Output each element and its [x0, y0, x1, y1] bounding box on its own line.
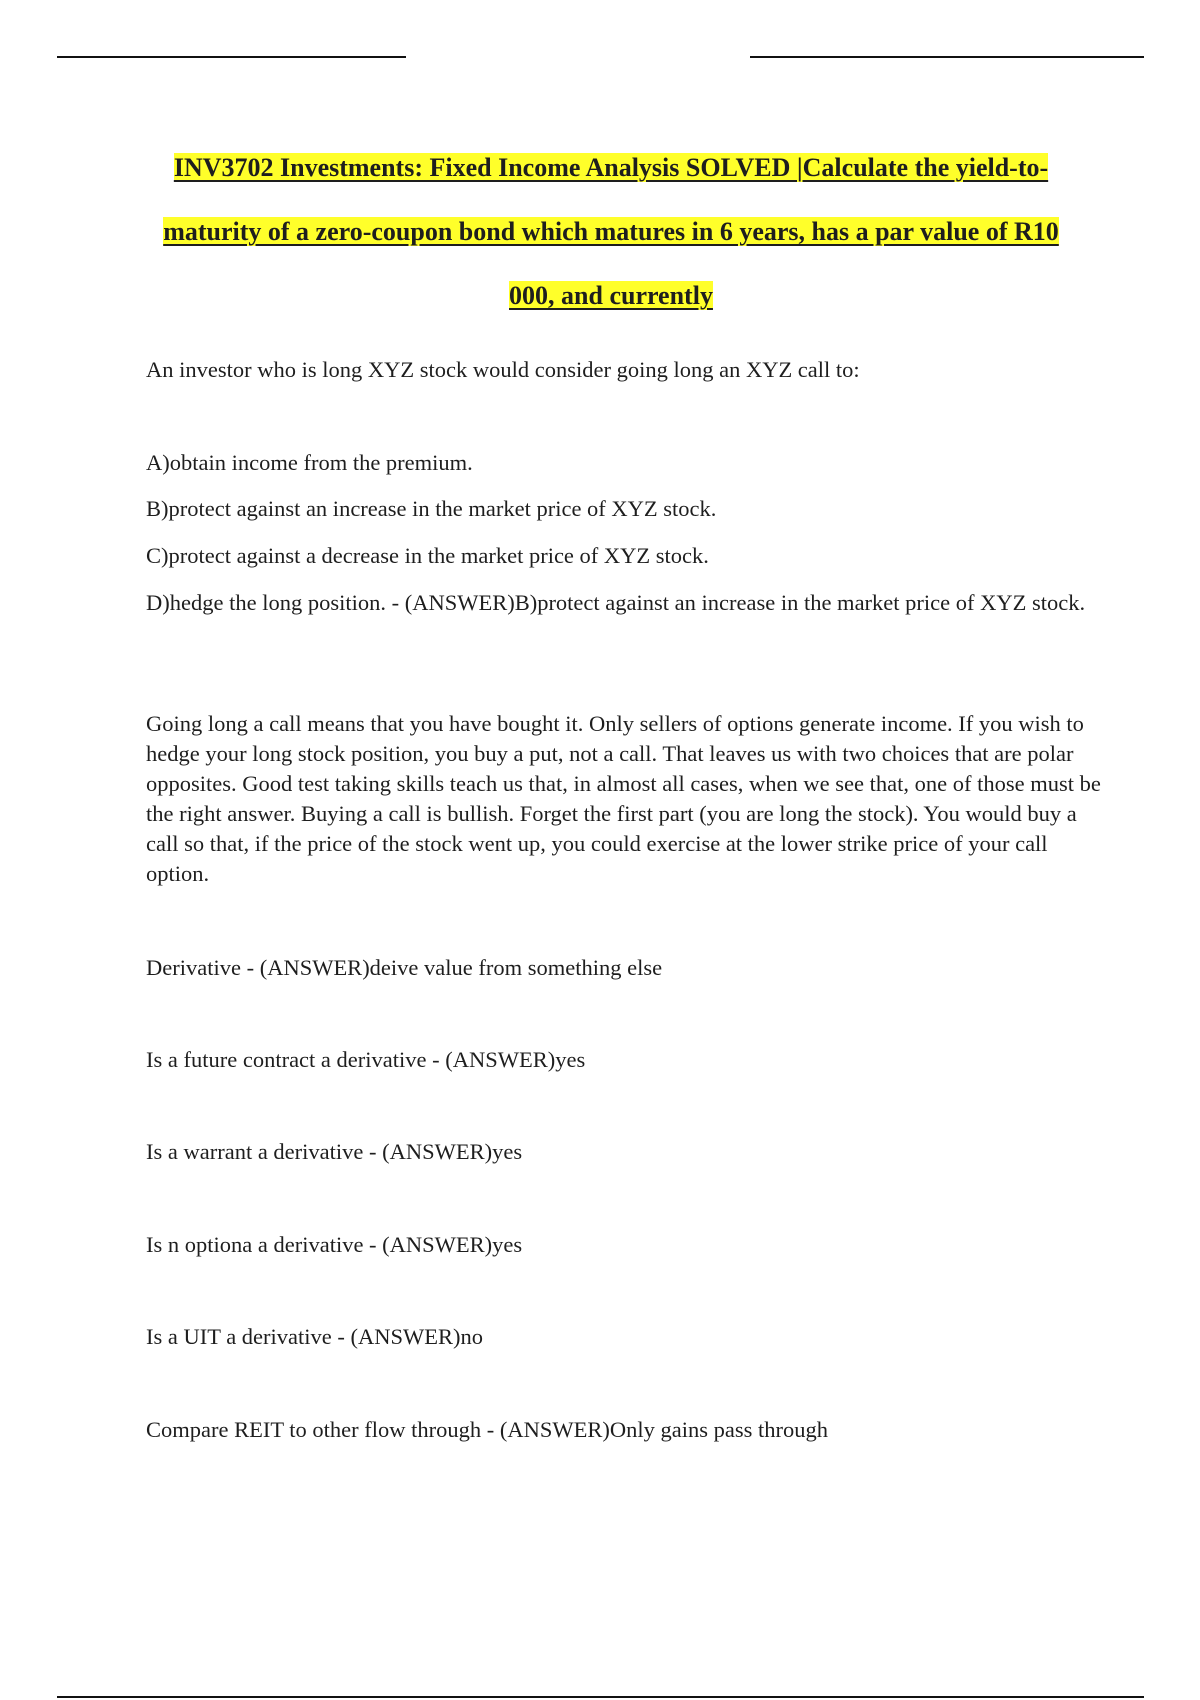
qa-item: Is a UIT a derivative - (ANSWER)no: [146, 1324, 483, 1349]
footer-rule: [57, 1696, 1144, 1698]
qa-item: Is n optiona a derivative - (ANSWER)yes: [146, 1232, 523, 1257]
answer-option-d: D)hedge the long position. - (ANSWER)B)protect against an increase in the market price of XYZ stock.: [146, 590, 1086, 615]
qa-item: Is a future contract a derivative - (ANSWER)yes: [146, 1047, 586, 1072]
document-title: [146, 136, 1076, 328]
answer-option-c: C)protect against a decrease in the market price of XYZ stock.: [146, 543, 709, 568]
qa-item: Compare REIT to other flow through - (ANSWER)Only gains pass through: [146, 1417, 828, 1442]
qa-item: Derivative - (ANSWER)deive value from something else: [146, 955, 663, 980]
header-rule-right: [750, 56, 1144, 58]
question-intro: An investor who is long XYZ stock would consider going long an XYZ call to:: [146, 357, 860, 382]
qa-item: Is a warrant a derivative - (ANSWER)yes: [146, 1139, 523, 1164]
explanation-paragraph: Going long a call means that you have bought it. Only sellers of options generate income. If you wish to hedge your long stock position, you buy a put, not a call. That leaves us with two choices that are polar opposites. Good test taking skills teach us that, in almost all cases, when we see that, one of those must be the right answer. Buying a call is bullish. Forget the first part (you are long the stock). You would buy a call so that, if the price of the stock went up, you could exercise at the lower strike price of your call option.: [146, 711, 1101, 886]
header-rule-left: [57, 56, 406, 58]
answer-option-b: B)protect against an increase in the market price of XYZ stock.: [146, 496, 717, 521]
document-title-text: INV3702 Investments: Fixed Income Analysis SOLVED |Calculate the yield-to-maturity of a zero-coupon bond which matures in 6 years, has a par value of R10 000, and currently: [163, 153, 1059, 310]
answer-option-a: A)obtain income from the premium.: [146, 450, 473, 475]
